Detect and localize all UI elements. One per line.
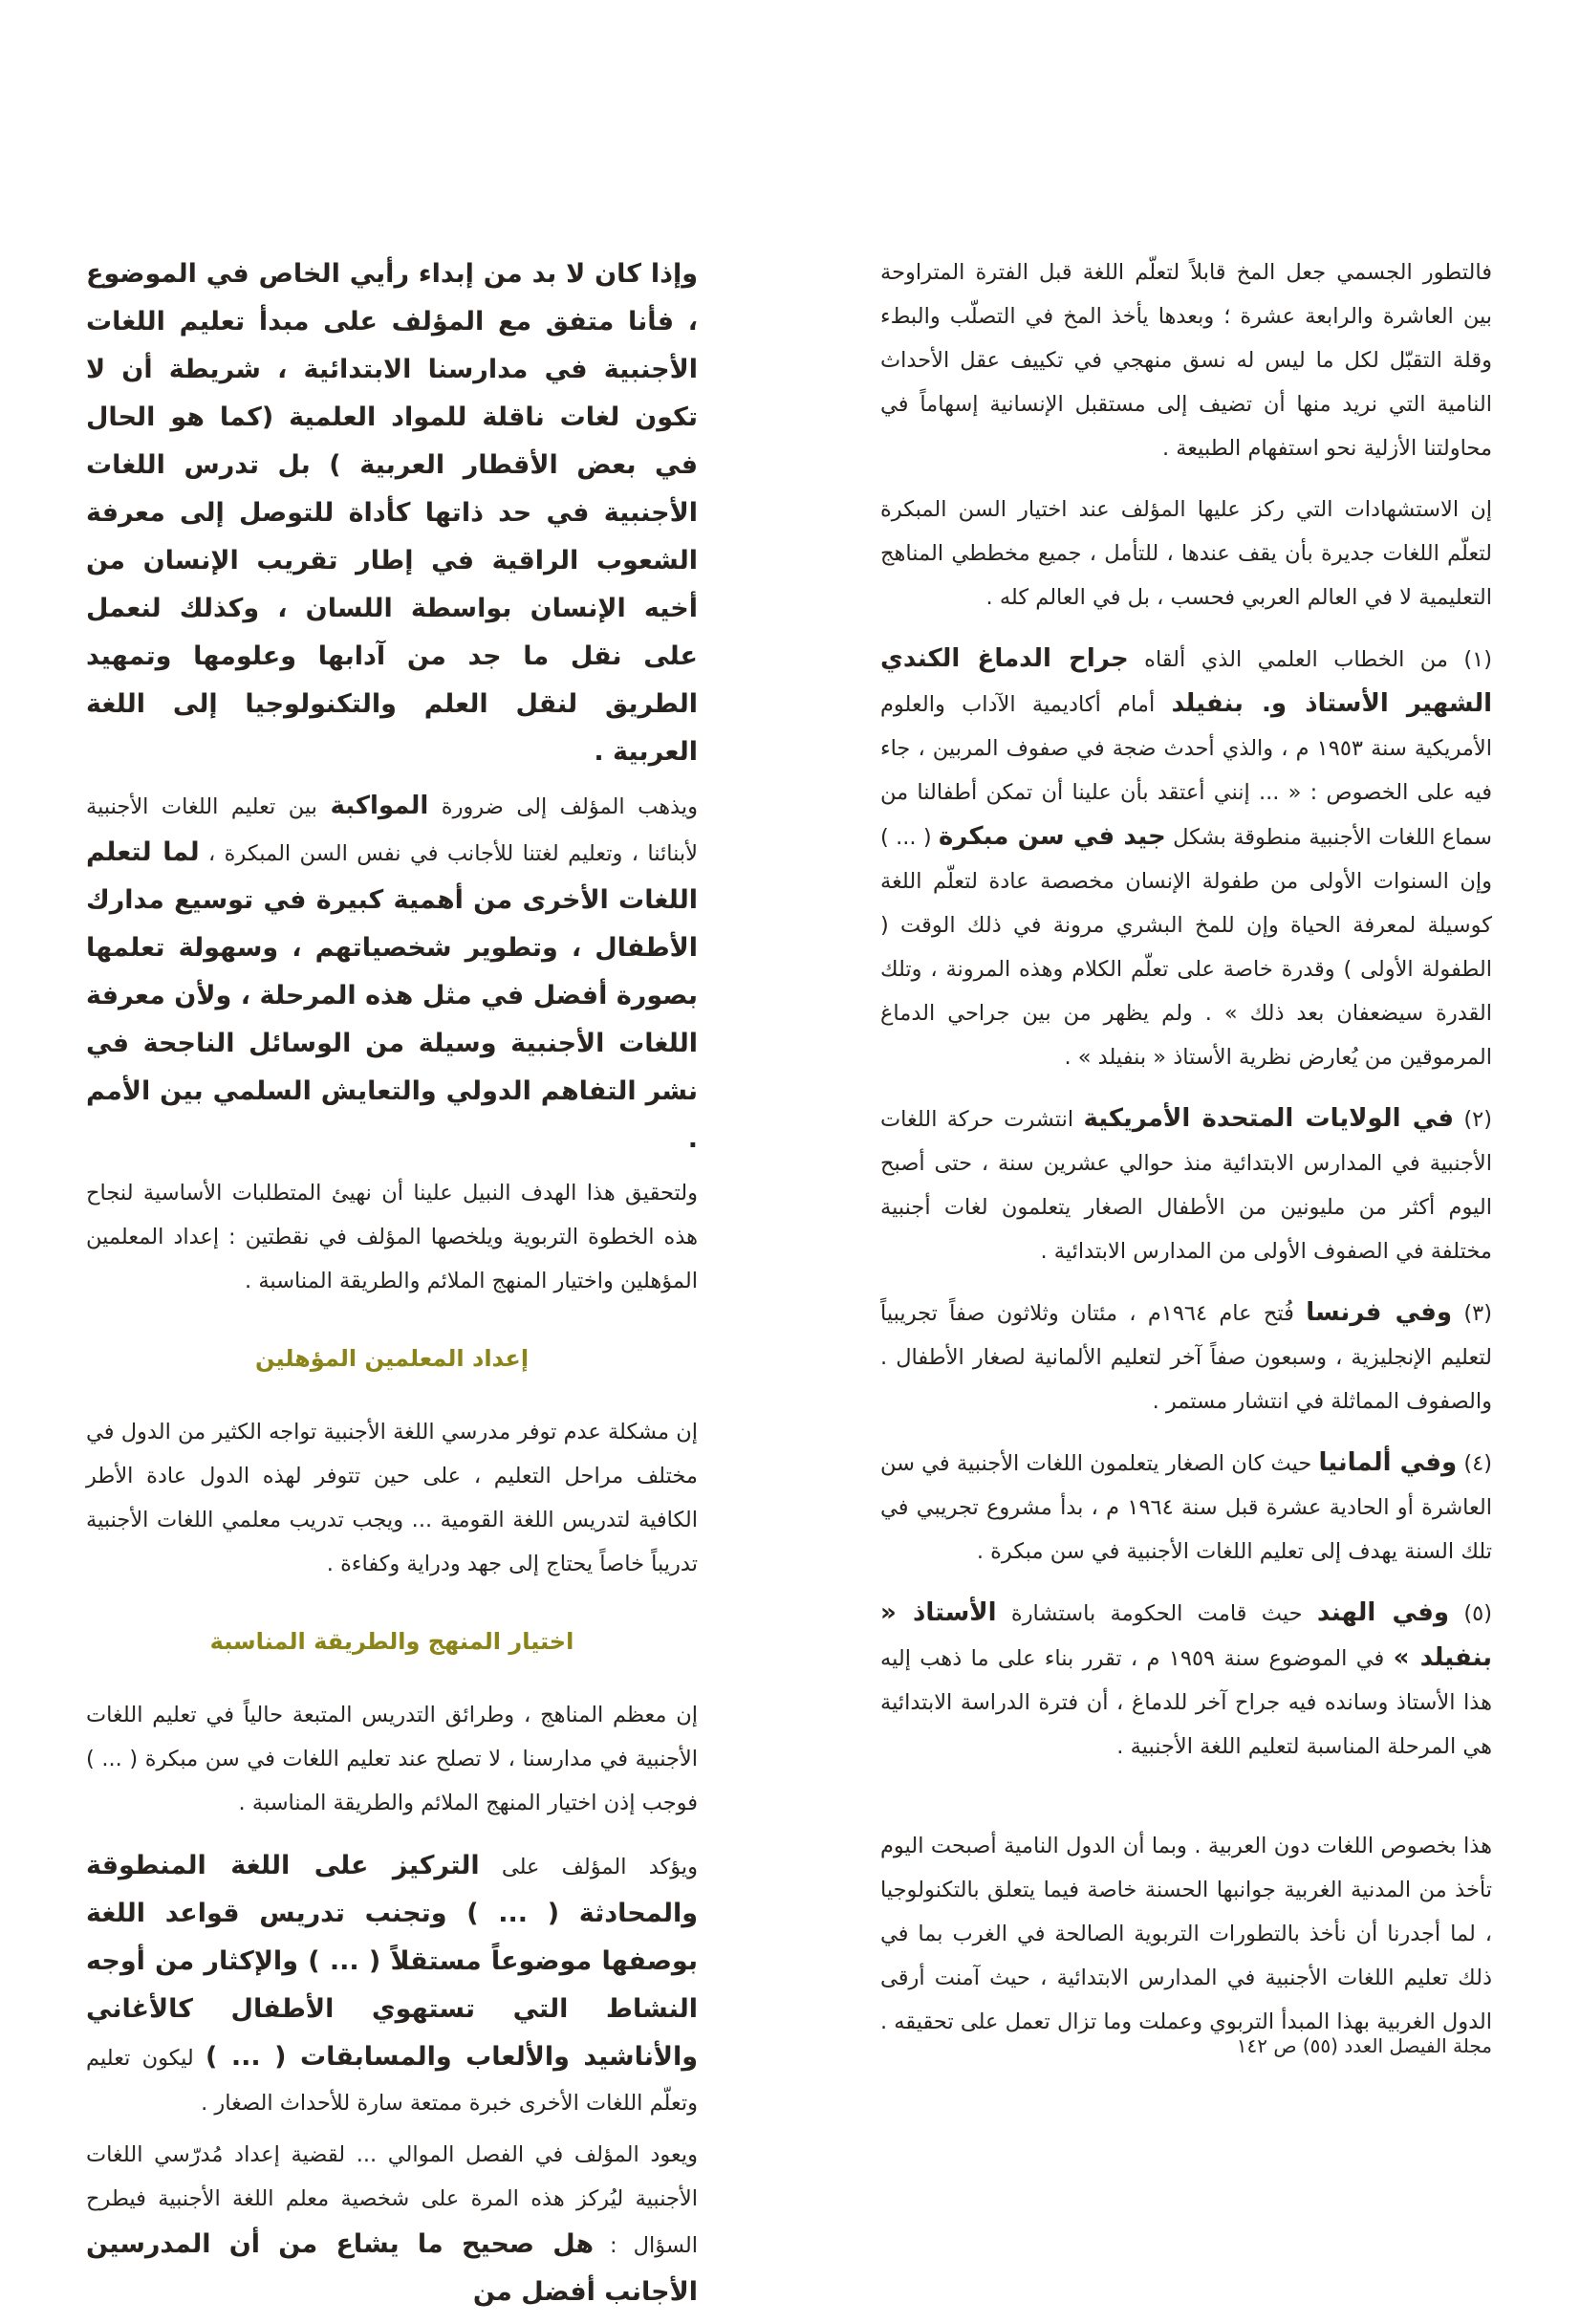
item-text: فُتح عام ١٩٦٤م ، مئتان وثلاثون صفاً تجريبياً لتعليم الإنجليزية ، وسبعون صفاً آخر لتعليم الألمانية لصغار الأطفال . والصفوف المماثلة في انتشار مستمر . xyxy=(880,1301,1492,1414)
item-text: ( ... ) وإن السنوات الأولى من طفولة الإنسان مخصصة عادة لتعلّم اللغة كوسيلة لمعرفة الحياة وإن للمخ البشري مرونة في ذلك الوقت ( الطفولة الأولى ) وقدرة خاصة على تعلّم الكلام وهذه المرونة ، وتلك القدرة سيضعفان بعد ذلك » . ولم يظهر من بين جراحي الدماغ المرموقين من يُعارض نظرية الأستاذ « بنفيلد » . xyxy=(880,825,1492,1070)
paragraph: إن مشكلة عدم توفر مدرسي اللغة الأجنبية تواجه الكثير من الدول في مختلف مراحل التعليم ، على حين تتوفر لهذه الدول عادة الأطر الكافية لتدريس اللغة القومية ... ويجب تدريب معلمي اللغات الأجنبية تدريباً خاصاً يحتاج إلى جهد ودراية وكفاءة . xyxy=(86,1420,698,1576)
paragraph-text: ويعود المؤلف في الفصل الموالي ... لقضية إعداد مُدرّسي اللغات الأجنبية ليُركز هذه المرة على شخصية معلم اللغة الأجنبية فيطرح السؤال : xyxy=(86,2142,699,2258)
paragraph-text: ليكون تعليم وتعلّم اللغات الأخرى خبرة ممتعة سارة للأحداث الصغار . xyxy=(86,2046,698,2116)
paragraph xyxy=(86,2133,698,2316)
item-bold: جيد في سن مبكرة xyxy=(939,822,1166,851)
section-heading: اختيار المنهج والطريقة المناسبة xyxy=(209,1628,574,1655)
paragraph-bold: هل صحيح ما يشاع من أن المدرسين الأجانب أفضل من xyxy=(86,2229,698,2307)
list-item xyxy=(880,1591,1492,1769)
item-bold: وفي الهند xyxy=(1316,1598,1450,1627)
list-item xyxy=(880,637,1492,1079)
paragraph-text: ويذهب المؤلف إلى ضرورة xyxy=(441,794,698,819)
section-heading: إعداد المعلمين المؤهلين xyxy=(254,1345,530,1372)
item-number: (١) xyxy=(1463,647,1492,672)
list-item xyxy=(880,1097,1492,1273)
list-item xyxy=(880,1291,1492,1423)
item-text: في الموضوع سنة ١٩٥٩ م ، تقرر بناء على ما ذهب إليه هذا الأستاذ وسانده فيه جراح آخر للدماغ ، أن فترة الدراسة الابتدائية هي المرحلة المناسبة لتعليم اللغة الأجنبية . xyxy=(880,1646,1492,1759)
item-number: (٤) xyxy=(1463,1451,1492,1476)
paragraph xyxy=(86,1842,698,2125)
left-column xyxy=(86,250,698,2324)
item-number: (٣) xyxy=(1463,1301,1492,1326)
item-bold: وفي ألمانيا xyxy=(1318,1448,1458,1477)
item-text: من الخطاب العلمي الذي ألقاه xyxy=(1144,647,1448,672)
paragraph-text: بين تعليم اللغات الأجنبية لأبنائنا ، وتعليم لغتنا للأجانب في نفس السن المبكرة ، xyxy=(86,794,699,866)
paragraph xyxy=(86,784,698,1163)
item-number: (٥) xyxy=(1463,1601,1493,1626)
item-bold: وفي فرنسا xyxy=(1306,1298,1453,1327)
paragraph: هذا بخصوص اللغات دون العربية . وبما أن الدول النامية أصبحت اليوم تأخذ من المدنية الغربية جوانبها الحسنة خاصة فيما يتعلق بالتكنولوجيا ، لما أجدرنا أن نأخذ بالتطورات التربوية الصالحة في الغرب بما في ذلك تعليم اللغات الأجنبية في المدارس الابتدائية ، حيث آمنت أرقى الدول الغربية بهذا المبدأ التربوي وعملت وما تزال تعمل على تحقيقه . xyxy=(880,1834,1492,2034)
paragraph: ولتحقيق هذا الهدف النبيل علينا أن نهيئ المتطلبات الأساسية لنجاح هذه الخطوة التربوية ويلخصها المؤلف في نقطتين : إعداد المعلمين المؤهلين واختيار المنهج الملائم والطريقة المناسبة . xyxy=(86,1181,698,1293)
item-bold: الأستاذ « بنفيلد » xyxy=(880,1598,1492,1672)
item-text: حيث قامت الحكومة باستشارة xyxy=(1010,1601,1303,1626)
list-item xyxy=(880,1441,1492,1574)
paragraph-bold: المواكبة xyxy=(330,792,429,820)
bold-paragraph: وإذا كان لا بد من إبداء رأيي الخاص في الموضوع ، فأنا متفق مع المؤلف على مبدأ تعليم اللغات الأجنبية في مدارسنا الابتدائية ، شريطة أن لا تكون لغات ناقلة للمواد العلمية (كما هو الحال في بعض الأقطار العربية ) بل تدرس اللغات الأجنبية في حد ذاتها كأداة للتوصل إلى معرفة الشعوب الراقية في إطار تقريب الإنسان من أخيه الإنسان بواسطة اللسان ، وكذلك لنعمل على نقل ما جد من آدابها وعلومها وتمهيد الطريق لنقل العلم والتكنولوجيا إلى اللغة العربية . xyxy=(86,259,698,767)
item-bold: جراح الدماغ الكندي الشهير الأستاذ و. بنفيلد xyxy=(880,644,1493,718)
paragraph-bold: لما لتعلم اللغات الأخرى من أهمية كبيرة في توسيع مدارك الأطفال ، وتطوير شخصياتهم ، وسهولة تعلمها بصورة أفضل في مثل هذه المرحلة ، ولأن معرفة اللغات الأجنبية وسيلة من الوسائل الناجحة في نشر التفاهم الدولي والتعايش السلمي بين الأمم . xyxy=(86,837,698,1154)
item-number: (٢) xyxy=(1463,1107,1492,1132)
paragraph-bold: التركيز على اللغة المنطوقة والمحادثة ( ... ) وتجنب تدريس قواعد اللغة بوصفها موضوعاً مستقلاً ( ... ) والإكثار من أوجه النشاط التي تستهوي الأطفال كالأغاني والأناشيد والألعاب والمسابقات ( ... ) xyxy=(86,1851,699,2072)
paragraph-text: ويؤكد المؤلف على xyxy=(501,1855,698,1879)
item-bold: في الولايات المتحدة الأمريكية xyxy=(1083,1104,1455,1133)
page-footer: مجلة الفيصل العدد (٥٥) ص ١٤٢ xyxy=(1236,2034,1492,2057)
item-text: انتشرت حركة اللغات الأجنبية في المدارس الابتدائية منذ حوالي عشرين سنة ، حتى أصبح اليوم أكثر من مليونين من الأطفال الصغار يتعلمون لغات أجنبية مختلفة في الصفوف الأولى من المدارس الابتدائية . xyxy=(880,1107,1492,1264)
paragraph: إن معظم المناهج ، وطرائق التدريس المتبعة حالياً في تعليم اللغات الأجنبية في مدارسنا ، لا تصلح عند تعليم اللغات في سن مبكرة ( ... ) فوجب إذن اختيار المنهج الملائم والطريقة المناسبة . xyxy=(86,1703,698,1815)
item-text: حيث كان الصغار يتعلمون اللغات الأجنبية في سن العاشرة أو الحادية عشرة قبل سنة ١٩٦٤ م ، بدأ مشروع تجريبي في تلك السنة يهدف إلى تعليم اللغات الأجنبية في سن مبكرة . xyxy=(880,1451,1492,1564)
paragraph: فالتطور الجسمي جعل المخ قابلاً لتعلّم اللغة قبل الفترة المتراوحة بين العاشرة والرابعة عشرة ؛ وبعدها يأخذ المخ في التصلّب والبطء وقلة التقبّل لكل ما ليس له نسق منهجي في تكييف عقل الأحداث النامية التي نريد منها أن تضيف إلى مستقبل الإنسانية إسهاماً في محاولتنا الأزلية نحو استفهام الطبيعة . xyxy=(880,260,1492,461)
paragraph: إن الاستشهادات التي ركز عليها المؤلف عند اختيار السن المبكرة لتعلّم اللغات جديرة بأن يقف عندها ، للتأمل ، جميع مخططي المناهج التعليمية لا في العالم العربي فحسب ، بل في العالم كله . xyxy=(880,497,1492,610)
right-column xyxy=(880,250,1492,2061)
item-text: أمام أكاديمية الآداب والعلوم الأمريكية سنة ١٩٥٣ م ، والذي أحدث ضجة في صفوف المربين ، جاء فيه على الخصوص : « ... إنني أعتقد بأن علينا أن تمكن أطفالنا من سماع اللغات الأجنبية منطوقة بشكل xyxy=(880,692,1492,850)
